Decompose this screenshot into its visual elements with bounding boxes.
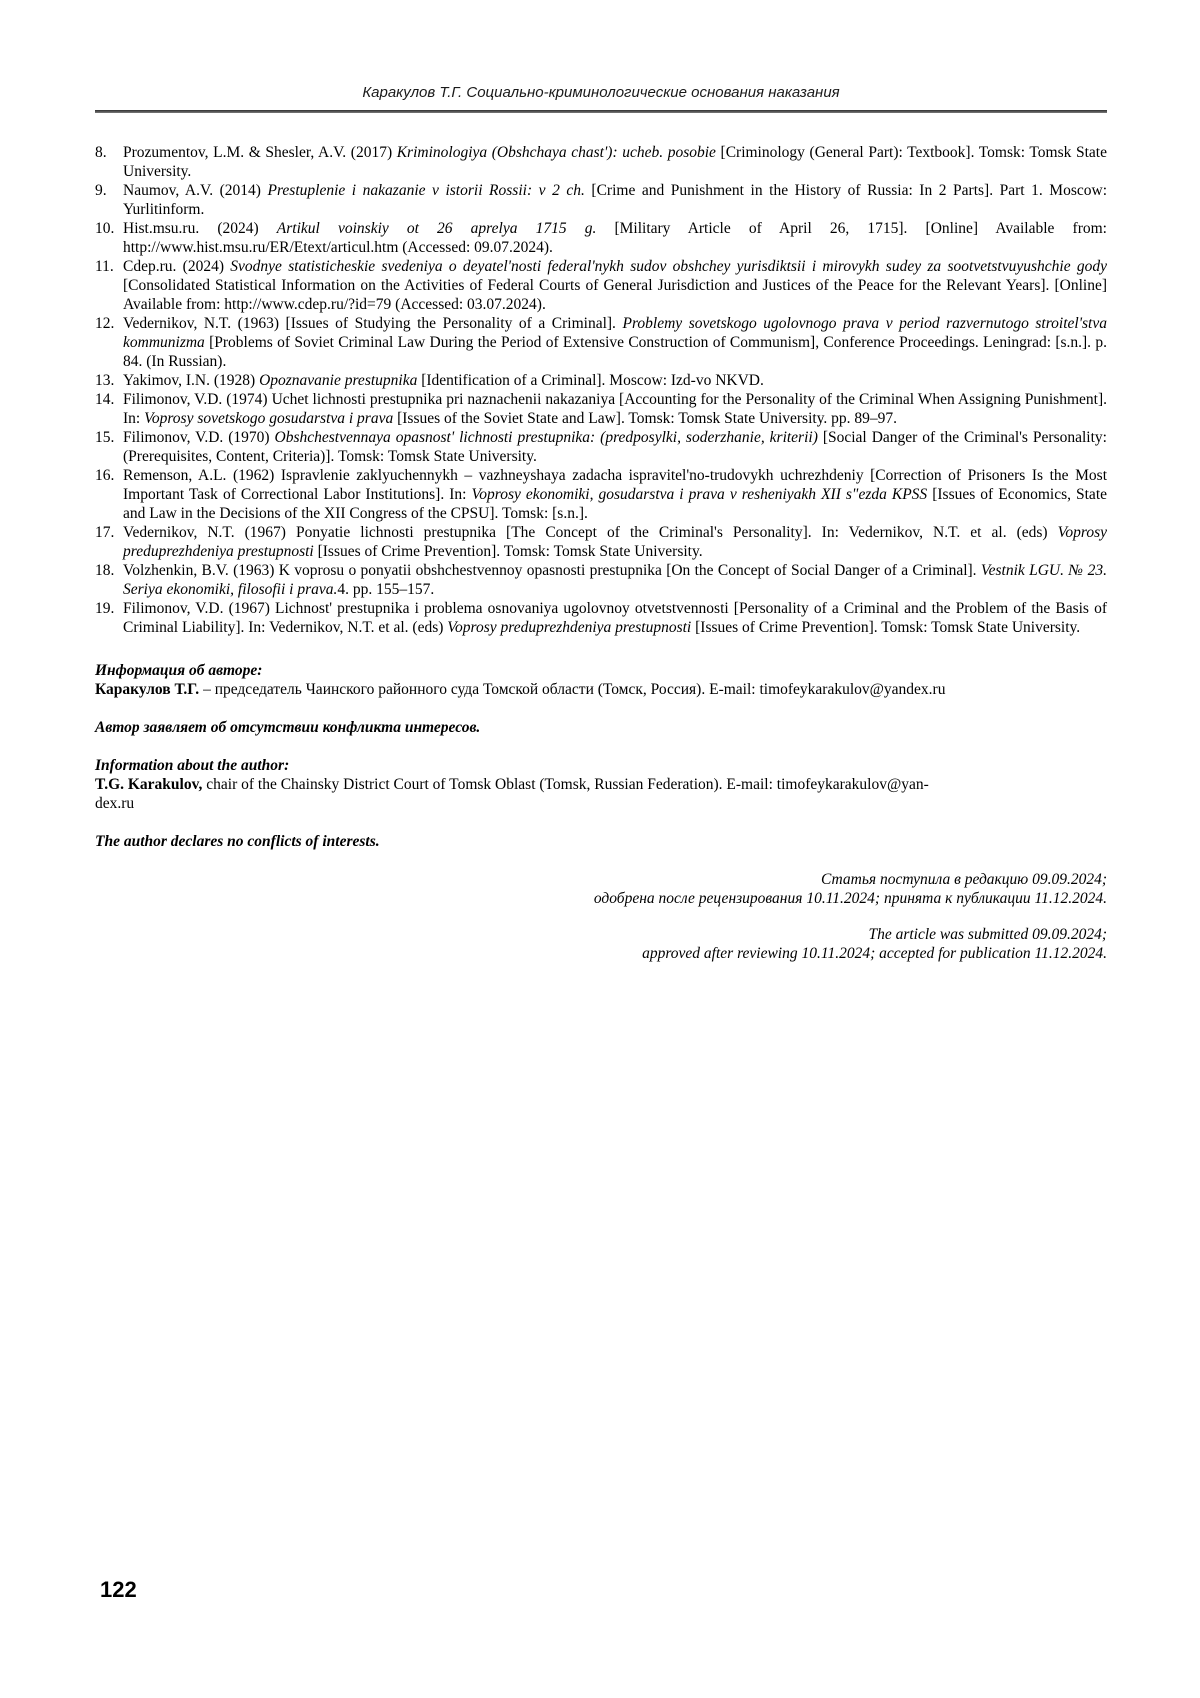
reference-number: 16.	[95, 467, 115, 484]
reference-item	[95, 371, 1107, 390]
reference-item	[95, 143, 1107, 181]
reference-text: Filimonov, V.D. (1970) Obshchestvennaya opasnost' lichnosti prestupnika: (predposylki, soderzhanie, kriterii) [Social Danger of the Criminal's Personality: (Prerequisites, Content, Criteria)]. Tomsk: Tomsk State University.	[123, 429, 1107, 465]
reference-text: Vedernikov, N.T. (1967) Ponyatie lichnosti prestupnika [The Concept of the Criminal's Personality]. In: Vedernikov, N.T. et al. (eds) Voprosy preduprezhdeniya prestupnosti [Issues of Crime Prevention]. Tomsk: Tomsk State University.	[123, 524, 1107, 560]
reference-item	[95, 181, 1107, 219]
page-number: 122	[100, 1577, 137, 1602]
submission-dates-ru-line2: одобрена после рецензирования 10.11.2024; принята к публикации 11.12.2024.	[593, 890, 1107, 907]
reference-text: Filimonov, V.D. (1974) Uchet lichnosti prestupnika pri naznachenii nakazaniya [Accounting for the Personality of the Criminal When Assigning Punishment]. In: Voprosy sovetskogo gosudarstva i prava [Issues of the Soviet State and Law]. Tomsk: Tomsk State University. pp. 89–97.	[123, 391, 1107, 427]
author-details-en-line2: dex.ru	[95, 795, 135, 812]
reference-text: Vedernikov, N.T. (1963) [Issues of Studying the Personality of a Criminal]. Problemy sovetskogo ugolovnogo prava v period razvernutogo stroitel'stva kommunizma [Problems of Soviet Criminal Law During the Period of Extensive Construction of Communism], Conference Proceedings. Leningrad: [s.n.]. p. 84. (In Russian).	[123, 315, 1107, 370]
author-info-ru-section	[95, 661, 1107, 699]
reference-item	[95, 314, 1107, 371]
reference-item	[95, 523, 1107, 561]
submission-dates-ru-line1: Статья поступила в редакцию 09.09.2024;	[820, 871, 1107, 888]
author-name-en: T.G. Karakulov,	[95, 776, 203, 793]
reference-item	[95, 257, 1107, 314]
author-details-ru: – председатель Чаинского районного суда Томской области (Томск, Россия). E-mail: timofeykarakulov@yandex.ru	[199, 681, 946, 698]
running-head: Каракулов Т.Г. Социально-криминологические основания наказания	[362, 84, 840, 101]
page-content	[95, 0, 1107, 963]
reference-text: Filimonov, V.D. (1967) Lichnost' prestupnika i problema osnovaniya ugolovnoy otvetstvennosti [Personality of a Criminal and the Problem of the Basis of Criminal Liability]. In: Vedernikov, N.T. et al. (eds) Voprosy preduprezhdeniya prestupnosti [Issues of Crime Prevention]. Tomsk: Tomsk State University.	[123, 600, 1107, 636]
author-info-en-heading: Information about the author:	[95, 757, 290, 774]
reference-text: Prozumentov, L.M. & Shesler, A.V. (2017) Kriminologiya (Obshchaya chast'): ucheb. posobie [Criminology (General Part): Textbook]. Tomsk: Tomsk State University.	[123, 144, 1107, 180]
reference-number: 10.	[95, 220, 115, 237]
author-info-ru-text	[95, 680, 1107, 699]
reference-number: 9.	[95, 182, 107, 199]
author-info-en-text	[95, 775, 1107, 813]
author-details-en-line1: chair of the Chainsky District Court of Tomsk Oblast (Tomsk, Russian Federation). E-mail: timofeykarakulov@yan-	[202, 776, 929, 793]
reference-item	[95, 428, 1107, 466]
reference-list	[95, 143, 1107, 637]
reference-number: 15.	[95, 429, 115, 446]
reference-number: 17.	[95, 524, 115, 541]
reference-item	[95, 219, 1107, 257]
reference-number: 12.	[95, 315, 115, 332]
author-info-en-section	[95, 756, 1107, 813]
header-rule	[95, 110, 1107, 113]
reference-number: 18.	[95, 562, 115, 579]
conflict-statement-en: The author declares no conflicts of interests.	[95, 833, 380, 850]
reference-text: Yakimov, I.N. (1928) Opoznavanie prestupnika [Identification of a Criminal]. Moscow: Izd-vo NKVD.	[123, 372, 764, 389]
reference-number: 8.	[95, 144, 107, 161]
reference-text: Cdep.ru. (2024) Svodnye statisticheskie svedeniya o deyatel'nosti federal'nykh sudov obshchey yurisdiktsii i mirovykh sudey za sootvetstvuyushchie gody [Consolidated Statistical Information on the Activities of Federal Courts of General Jurisdiction and Justices of the Peace for the Relevant Years]. [Online] Available from: http://www.cdep.ru/?id=79 (Accessed: 03.07.2024).	[123, 258, 1108, 313]
reference-item	[95, 599, 1107, 637]
submission-dates-en-line1: The article was submitted 09.09.2024;	[868, 926, 1107, 943]
reference-item	[95, 561, 1107, 599]
submission-dates-ru	[95, 870, 1107, 908]
reference-text: Volzhenkin, B.V. (1963) K voprosu o ponyatii obshchestvennoy opasnosti prestupnika [On the Concept of Social Danger of a Criminal]. Vestnik LGU. № 23. Seriya ekonomiki, filosofii i prava.4. pp. 155–157.	[123, 562, 1108, 598]
submission-dates-en	[95, 925, 1107, 963]
reference-number: 13.	[95, 372, 115, 389]
reference-number: 11.	[95, 258, 114, 275]
reference-number: 19.	[95, 600, 115, 617]
author-info-ru-heading: Информация об авторе:	[95, 662, 263, 679]
reference-number: 14.	[95, 391, 115, 408]
conflict-statement-ru: Автор заявляет об отсутствии конфликта интересов.	[95, 719, 481, 736]
reference-item	[95, 390, 1107, 428]
reference-text: Hist.msu.ru. (2024) Artikul voinskiy ot 26 aprelya 1715 g. [Military Article of April 26, 1715]. [Online] Available from: http://www.hist.msu.ru/ER/Etext/articul.htm (Accessed: 09.07.2024).	[123, 220, 1107, 256]
reference-text: Naumov, A.V. (2014) Prestuplenie i nakazanie v istorii Rossii: v 2 ch. [Crime and Punishment in the History of Russia: In 2 Parts]. Part 1. Moscow: Yurlitinform.	[123, 182, 1108, 218]
reference-text: Remenson, A.L. (1962) Ispravlenie zaklyuchennykh – vazhneyshaya zadacha ispravitel'no-trudovykh uchrezhdeniy [Correction of Prisoners Is the Most Important Task of Correctional Labor Institutions]. In: Voprosy ekonomiki, gosudarstva i prava v resheniyakh XII s"ezda KPSS [Issues of Economics, State and Law in the Decisions of the XII Congress of the CPSU]. Tomsk: [s.n.].	[123, 467, 1108, 522]
submission-dates-en-line2: approved after reviewing 10.11.2024; accepted for publication 11.12.2024.	[642, 945, 1107, 962]
author-name-ru: Каракулов Т.Г.	[95, 681, 200, 698]
reference-item	[95, 466, 1107, 523]
